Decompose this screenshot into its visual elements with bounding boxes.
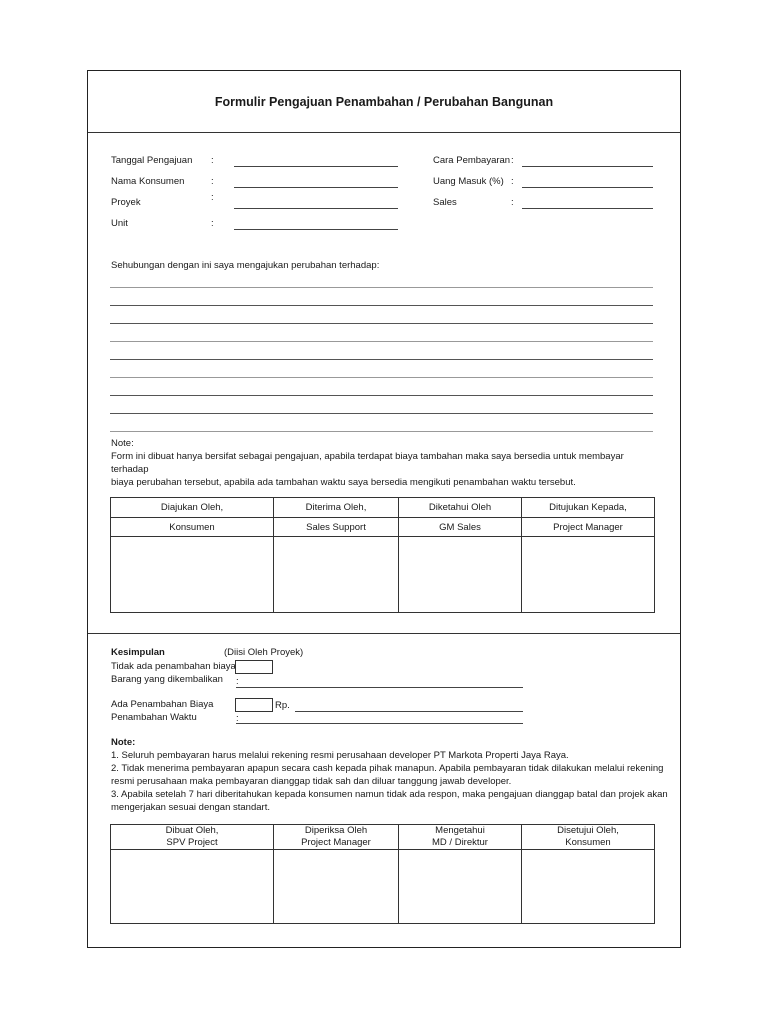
approval-role: Project Manager: [522, 518, 655, 537]
approval-header: Ditujukan Kepada,: [522, 498, 655, 518]
extra-cost-checkbox[interactable]: [235, 698, 273, 712]
terms-line: mengerjakan sesuai dengan standart.: [111, 802, 270, 813]
signature-cell[interactable]: [274, 537, 399, 613]
input-line-tanggal[interactable]: [234, 166, 398, 167]
returned-goods-label: Barang yang dikembalikan: [111, 674, 223, 685]
field-colon: :: [511, 155, 514, 166]
field-colon: :: [236, 676, 239, 687]
terms-heading: Note:: [111, 737, 136, 748]
approval-role: Project Manager: [274, 837, 399, 850]
writing-line[interactable]: [110, 323, 653, 324]
no-extra-cost-label: Tidak ada penambahan biaya: [111, 661, 236, 672]
field-colon: :: [511, 197, 514, 208]
approval-role: Konsumen: [111, 518, 274, 537]
field-label-tanggal: Tanggal Pengajuan: [111, 155, 193, 166]
approval-header: Diajukan Oleh,: [111, 498, 274, 518]
signature-cell[interactable]: [522, 537, 655, 613]
field-label-cara-pembayaran: Cara Pembayaran: [433, 155, 511, 166]
writing-line[interactable]: [110, 377, 653, 378]
no-extra-cost-checkbox[interactable]: [235, 660, 273, 674]
signature-cell[interactable]: [274, 850, 399, 924]
section-divider: [88, 633, 680, 634]
field-colon: :: [511, 176, 514, 187]
extra-time-input-line[interactable]: [236, 723, 523, 724]
note-heading: Note:: [111, 438, 134, 449]
title-divider: [88, 132, 680, 133]
terms-line: resmi perusahaan maka pembayaran dianggap tidak sah dan diluar tanggung jawab developer.: [111, 776, 512, 787]
input-line-cara-pembayaran[interactable]: [522, 166, 653, 167]
input-line-proyek[interactable]: [234, 208, 398, 209]
form-title: Formulir Pengajuan Penambahan / Perubahan Bangunan: [214, 95, 554, 109]
note-line: biaya perubahan tersebut, apabila ada tambahan waktu saya bersedia mengikuti penambahan waktu tersebut.: [111, 477, 576, 488]
extra-time-label: Penambahan Waktu: [111, 712, 197, 723]
approval-header: Dibuat Oleh,: [111, 825, 274, 837]
field-label-nama-konsumen: Nama Konsumen: [111, 176, 185, 187]
approval-role: GM Sales: [399, 518, 522, 537]
signature-cell[interactable]: [399, 537, 522, 613]
approval-role: MD / Direktur: [399, 837, 522, 850]
extra-cost-input-line[interactable]: [295, 711, 523, 712]
writing-line[interactable]: [110, 413, 653, 414]
approval-role: Konsumen: [522, 837, 655, 850]
signature-cell[interactable]: [111, 537, 274, 613]
terms-line: 1. Seluruh pembayaran harus melalui rekening resmi perusahaan developer PT Markota Properti Jaya Raya.: [111, 750, 569, 761]
note-line: Form ini dibuat hanya bersifat sebagai pengajuan, apabila terdapat biaya tambahan maka saya bersedia untuk membayar terhadap: [111, 451, 624, 475]
writing-line[interactable]: [110, 305, 653, 306]
signature-cell[interactable]: [399, 850, 522, 924]
signature-cell[interactable]: [111, 850, 274, 924]
terms-line: 3. Apabila setelah 7 hari diberitahukan kepada konsumen namun tidak ada respon, maka pengajuan dianggap batal dan projek akan: [111, 789, 668, 800]
field-colon: :: [211, 155, 214, 166]
writing-line[interactable]: [110, 287, 653, 288]
input-line-uang-masuk[interactable]: [522, 187, 653, 188]
terms-notes: [111, 736, 671, 814]
field-label-sales: Sales: [433, 197, 457, 208]
approval-table-bottom: [110, 824, 655, 924]
form-sheet: [87, 70, 681, 948]
input-line-sales[interactable]: [522, 208, 653, 209]
approval-header: Mengetahui: [399, 825, 522, 837]
approval-header: Diketahui Oleh: [399, 498, 522, 518]
writing-line[interactable]: [110, 341, 653, 342]
field-colon: :: [236, 713, 239, 724]
signature-cell[interactable]: [522, 850, 655, 924]
conclusion-subheading: (Diisi Oleh Proyek): [224, 647, 304, 658]
writing-line[interactable]: [110, 395, 653, 396]
input-line-nama-konsumen[interactable]: [234, 187, 398, 188]
approval-header: Diperiksa Oleh: [274, 825, 399, 837]
extra-cost-label: Ada Penambahan Biaya: [111, 699, 214, 710]
terms-line: 2. Tidak menerima pembayaran apapun secara cash kepada pihak manapun. Apabila pembayaran tidak dilakukan melalui rekening: [111, 763, 664, 774]
approval-header: Diterima Oleh,: [274, 498, 399, 518]
field-label-uang-masuk: Uang Masuk (%): [433, 176, 504, 187]
field-colon: :: [211, 218, 214, 229]
writing-line[interactable]: [110, 359, 653, 360]
approval-header: Disetujui Oleh,: [522, 825, 655, 837]
note-block: [111, 437, 656, 489]
approval-role: SPV Project: [111, 837, 274, 850]
field-colon: :: [211, 192, 214, 203]
field-label-unit: Unit: [111, 218, 128, 229]
returned-goods-input-line[interactable]: [236, 687, 523, 688]
field-label-proyek: Proyek: [111, 197, 141, 208]
field-colon: :: [211, 176, 214, 187]
request-intro: Sehubungan dengan ini saya mengajukan perubahan terhadap:: [111, 260, 380, 271]
approval-role: Sales Support: [274, 518, 399, 537]
currency-label: Rp.: [275, 700, 290, 711]
approval-table-top: [110, 497, 655, 613]
conclusion-heading: Kesimpulan: [111, 647, 165, 658]
writing-line[interactable]: [110, 431, 653, 432]
input-line-unit[interactable]: [234, 229, 398, 230]
